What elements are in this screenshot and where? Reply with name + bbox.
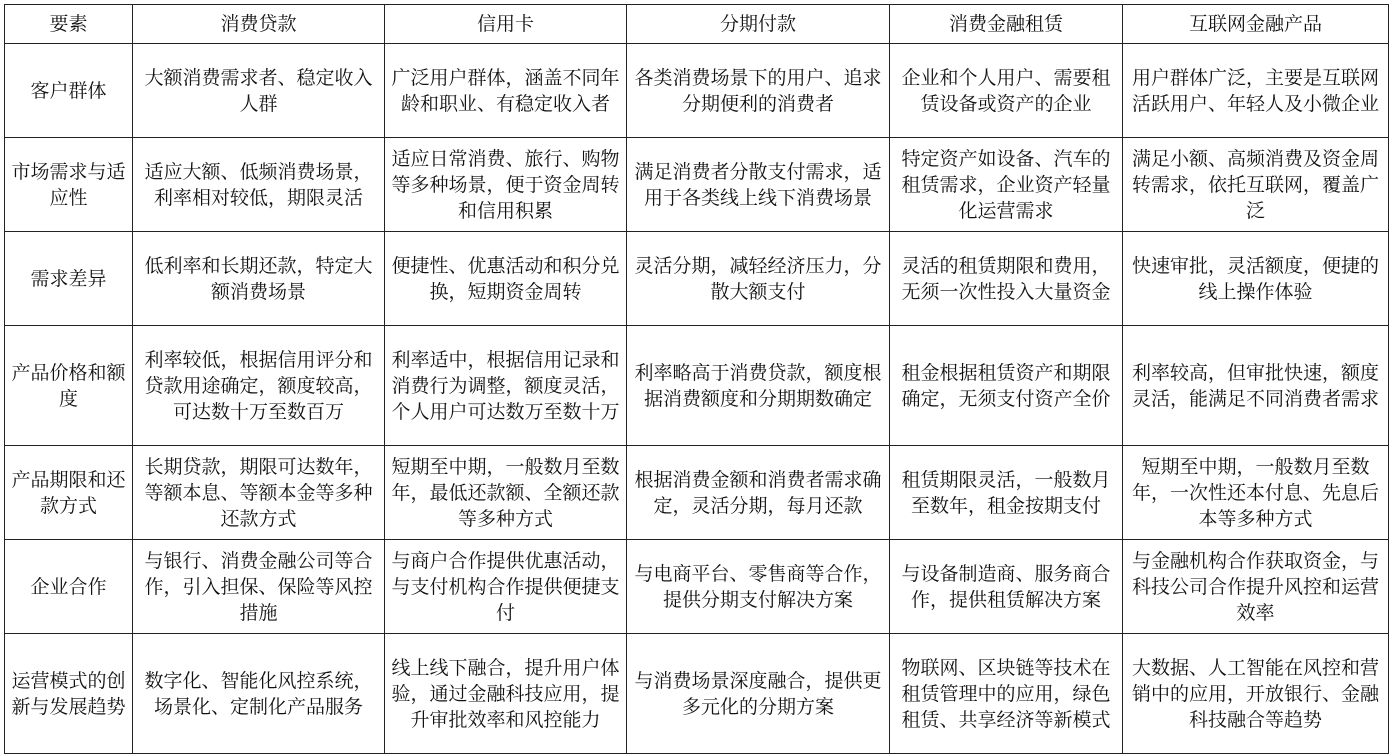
row-label-demand-differences: 需求差异: [5, 232, 133, 326]
row-label-customer-groups: 客户群体: [5, 44, 133, 138]
header-internet-finance-products: 互联网金融产品: [1123, 5, 1389, 44]
table-row: [5, 232, 1389, 326]
table-cell: 根据消费金额和消费者需求确定，灵活分期，每月还款: [627, 446, 890, 540]
table-cell: 企业和个人用户、需要租赁设备或资产的企业: [890, 44, 1123, 138]
table-cell: 与金融机构合作获取资金，与科技公司合作提升风控和运营效率: [1123, 540, 1389, 634]
table-cell: 与设备制造商、服务商合作，提供租赁解决方案: [890, 540, 1123, 634]
table-cell: 用户群体广泛，主要是互联网活跃用户、年轻人及小微企业: [1123, 44, 1389, 138]
table-cell: 租赁期限灵活，一般数月至数年，租金按期支付: [890, 446, 1123, 540]
table-cell: 快速审批，灵活额度，便捷的线上操作体验: [1123, 232, 1389, 326]
row-label-enterprise-cooperation: 企业合作: [5, 540, 133, 634]
table-cell: 大数据、人工智能在风控和营销中的应用，开放银行、金融科技融合等趋势: [1123, 634, 1389, 754]
table-cell: 利率较低，根据信用评分和贷款用途确定，额度较高，可达数十万至数百万: [133, 326, 385, 446]
row-label-term-and-repayment: 产品期限和还款方式: [5, 446, 133, 540]
table-cell: 利率较高，但审批快速，额度灵活，能满足不同消费者需求: [1123, 326, 1389, 446]
table-row: [5, 44, 1389, 138]
table-row: [5, 540, 1389, 634]
table-cell: 长期贷款，期限可达数年，等额本息、等额本金等多种还款方式: [133, 446, 385, 540]
table-row: [5, 634, 1389, 754]
table-cell: 适应大额、低频消费场景，利率相对较低，期限灵活: [133, 138, 385, 232]
table-row: [5, 138, 1389, 232]
table-cell: 与商户合作提供优惠活动，与支付机构合作提供便捷支付: [385, 540, 627, 634]
consumer-finance-comparison-table: [4, 4, 1389, 754]
table-cell: 各类消费场景下的用户、追求分期便利的消费者: [627, 44, 890, 138]
row-label-market-demand: 市场需求与适应性: [5, 138, 133, 232]
table-cell: 数字化、智能化风控系统，场景化、定制化产品服务: [133, 634, 385, 754]
table-cell: 与银行、消费金融公司等合作，引入担保、保险等风控措施: [133, 540, 385, 634]
table-cell: 满足小额、高频消费及资金周转需求，依托互联网，覆盖广泛: [1123, 138, 1389, 232]
table-cell: 灵活的租赁期限和费用，无须一次性投入大量资金: [890, 232, 1123, 326]
table-row: [5, 446, 1389, 540]
table-cell: 灵活分期，减轻经济压力，分散大额支付: [627, 232, 890, 326]
comparison-table-wrapper: [4, 4, 1388, 752]
header-consumer-finance-leasing: 消费金融租赁: [890, 5, 1123, 44]
header-row: [5, 5, 1389, 44]
row-label-operating-model-innovation: 运营模式的创新与发展趋势: [5, 634, 133, 754]
table-cell: 便捷性、优惠活动和积分兑换，短期资金周转: [385, 232, 627, 326]
table-cell: 短期至中期，一般数月至数年，最低还款额、全额还款等多种方式: [385, 446, 627, 540]
table-cell: 与电商平台、零售商等合作，提供分期支付解决方案: [627, 540, 890, 634]
header-corner-cell: 要素: [5, 5, 133, 44]
header-consumer-loan: 消费贷款: [133, 5, 385, 44]
table-cell: 短期至中期，一般数月至数年，一次性还本付息、先息后本等多种方式: [1123, 446, 1389, 540]
table-cell: 满足消费者分散支付需求，适用于各类线上线下消费场景: [627, 138, 890, 232]
table-cell: 与消费场景深度融合，提供更多元化的分期方案: [627, 634, 890, 754]
table-cell: 广泛用户群体，涵盖不同年龄和职业、有稳定收入者: [385, 44, 627, 138]
table-cell: 大额消费需求者、稳定收入人群: [133, 44, 385, 138]
table-cell: 利率适中，根据信用记录和消费行为调整，额度灵活，个人用户可达数万至数十万: [385, 326, 627, 446]
table-cell: 低利率和长期还款，特定大额消费场景: [133, 232, 385, 326]
table-cell: 特定资产如设备、汽车的租赁需求，企业资产轻量化运营需求: [890, 138, 1123, 232]
table-cell: 线上线下融合，提升用户体验，通过金融科技应用，提升审批效率和风控能力: [385, 634, 627, 754]
table-cell: 物联网、区块链等技术在租赁管理中的应用，绿色租赁、共享经济等新模式: [890, 634, 1123, 754]
row-label-price-and-limit: 产品价格和额度: [5, 326, 133, 446]
header-installment-payment: 分期付款: [627, 5, 890, 44]
table-cell: 适应日常消费、旅行、购物等多种场景，便于资金周转和信用积累: [385, 138, 627, 232]
table-cell: 租金根据租赁资产和期限确定，无须支付资产全价: [890, 326, 1123, 446]
header-credit-card: 信用卡: [385, 5, 627, 44]
table-row: [5, 326, 1389, 446]
table-cell: 利率略高于消费贷款，额度根据消费额度和分期期数确定: [627, 326, 890, 446]
